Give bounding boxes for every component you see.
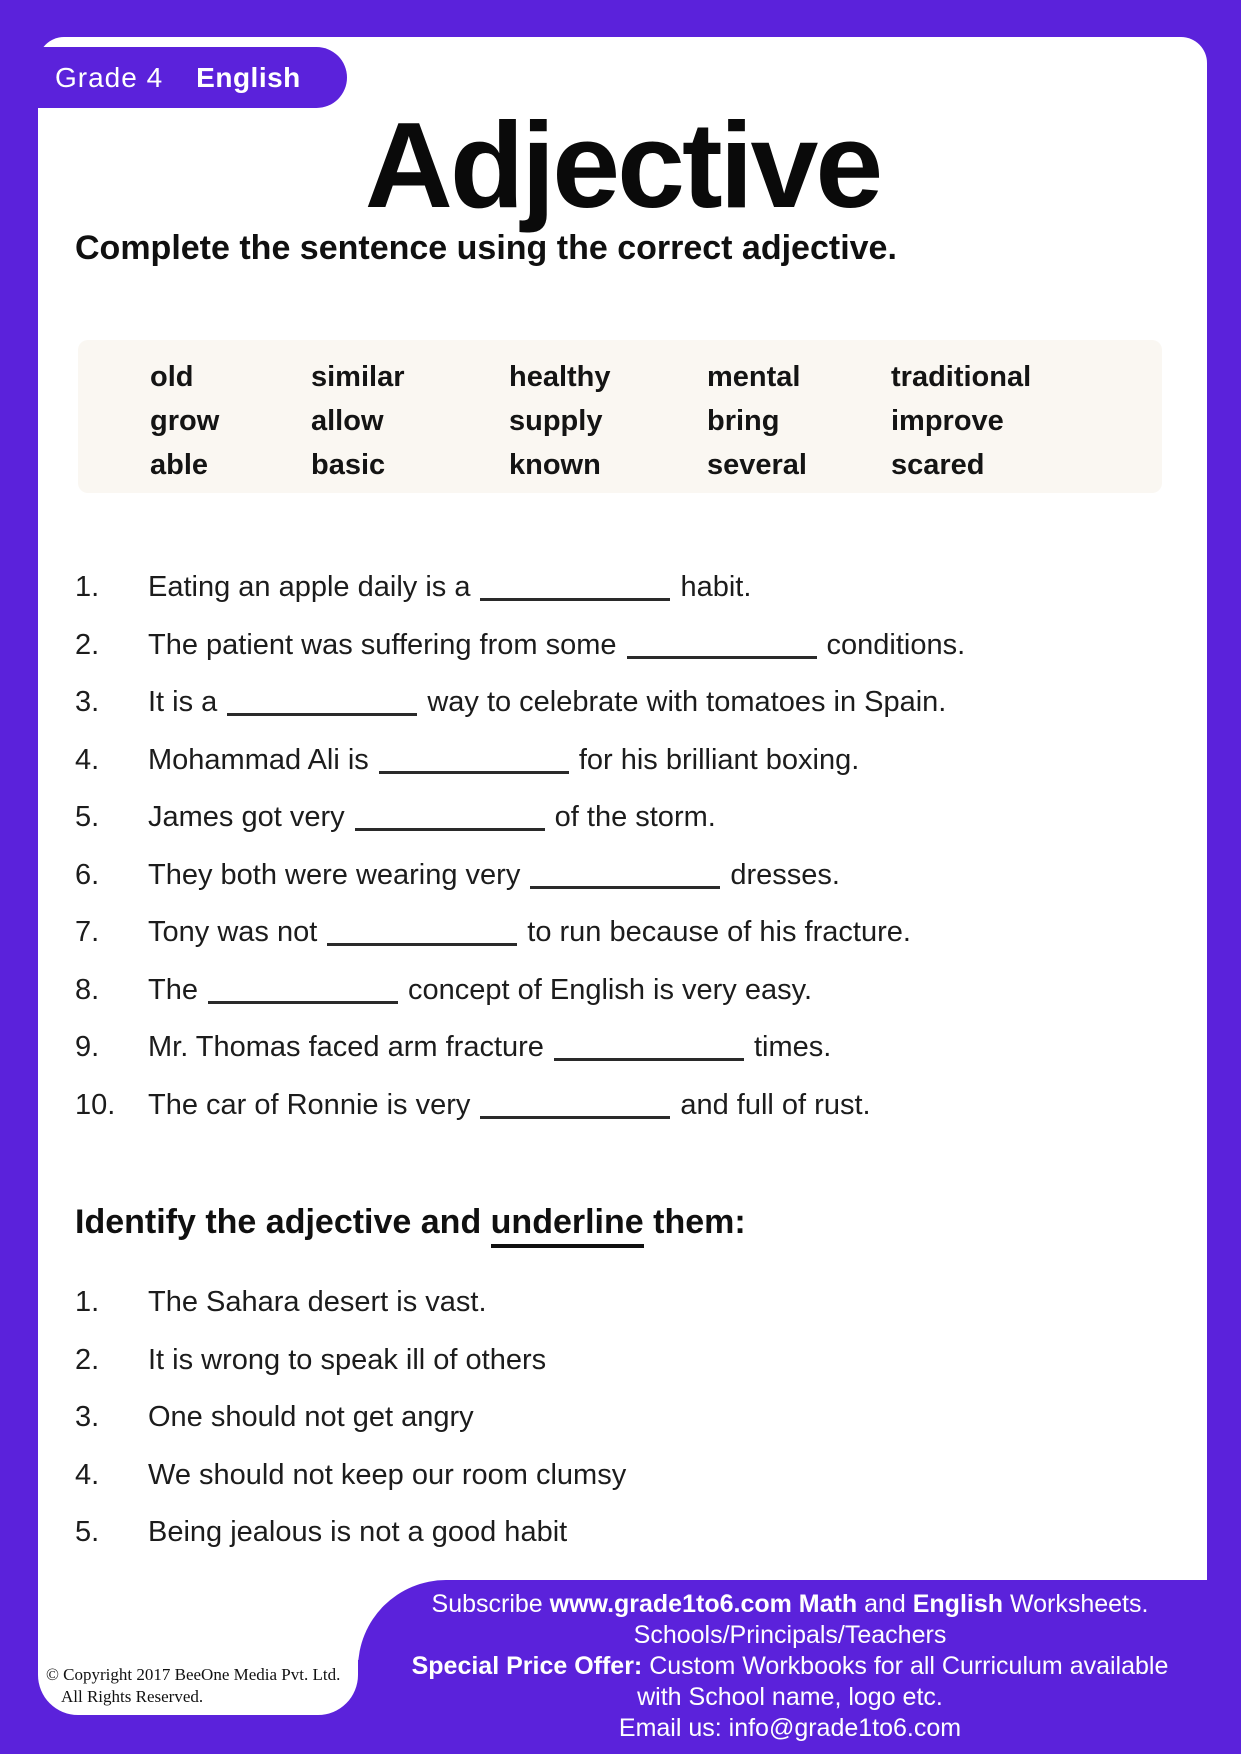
sentence-item (75, 1090, 1170, 1120)
sentence-item (75, 917, 1170, 947)
word-bank-word: similar (311, 360, 405, 393)
word-bank-word: basic (311, 448, 386, 481)
word-bank-word: old (150, 360, 194, 393)
word-bank-word: able (150, 448, 209, 481)
item-number: 2. (75, 628, 100, 661)
answer-blank[interactable] (208, 992, 398, 1004)
word-bank-word: bring (707, 404, 780, 437)
item-number: 8. (75, 973, 100, 1006)
sentence-item (75, 1460, 1170, 1490)
word-bank-word: mental (707, 360, 801, 393)
sentence-text: It is a way to celebrate with tomatoes in Spain. (148, 686, 947, 718)
copyright-panel (38, 1560, 358, 1715)
word-bank-word: improve (891, 404, 1004, 437)
answer-blank[interactable] (627, 647, 817, 659)
item-number: 5. (75, 1516, 100, 1548)
footer-email-line: Email us: info@grade1to6.com (618, 1714, 962, 1742)
sentence-item (75, 1517, 1170, 1547)
sentence-text: Tony was not to run because of his fracture. (148, 916, 911, 948)
answer-blank[interactable] (480, 589, 670, 601)
identify-sentence-list (75, 1287, 1170, 1575)
word-bank-word: allow (311, 404, 384, 437)
identify-section-heading: Identify the adjective and underline them: (75, 1205, 746, 1239)
item-number: 5. (75, 801, 100, 833)
word-bank-word: grow (150, 404, 220, 437)
item-number: 1. (75, 1286, 100, 1318)
subject-label: English (196, 61, 301, 93)
footer-custom-line: with School name, logo etc. (637, 1683, 943, 1711)
grade-subject-badge (0, 47, 347, 108)
sentence-text: The car of Ronnie is very and full of rust. (148, 1088, 871, 1121)
sentence-item (75, 1345, 1170, 1375)
item-number: 1. (75, 571, 100, 603)
word-bank-word: supply (509, 404, 603, 437)
copyright-line1: © Copyright 2017 BeeOne Media Pvt. Ltd. (46, 1665, 341, 1684)
sentence-item (75, 1287, 1170, 1317)
word-bank-word: traditional (891, 360, 1032, 393)
sentence-text: Mr. Thomas faced arm fracture times. (148, 1031, 832, 1063)
answer-blank[interactable] (480, 1107, 670, 1119)
item-number: 4. (75, 743, 100, 776)
sentence-text: Eating an apple daily is a habit. (148, 571, 752, 603)
sentence-text: We should not keep our room clumsy (148, 1458, 627, 1491)
footer-audience-line: Schools/Principals/Teachers (633, 1621, 947, 1649)
answer-blank[interactable] (530, 877, 720, 889)
sentence-text: It is wrong to speak ill of others (148, 1343, 547, 1376)
grade-label: Grade 4 (55, 61, 164, 93)
item-number: 6. (75, 858, 100, 891)
underlined-word: underline (491, 1203, 644, 1248)
sentence-text: The patient was suffering from some conditions. (148, 628, 966, 661)
sentence-text: The Sahara desert is vast. (148, 1286, 487, 1318)
sentence-text: Mohammad Ali is for his brilliant boxing. (148, 743, 860, 776)
word-bank-word: several (707, 448, 807, 481)
item-number: 3. (75, 1401, 100, 1433)
sentence-item (75, 860, 1170, 890)
sentence-text: Being jealous is not a good habit (148, 1516, 568, 1548)
item-number: 10. (75, 1088, 116, 1121)
footer-banner (358, 1580, 1241, 1754)
sentence-item (75, 975, 1170, 1005)
answer-blank[interactable] (554, 1049, 744, 1061)
footer-offer-line: Special Price Offer: Custom Workbooks for all Curriculum available (411, 1652, 1169, 1680)
fill-sentence-list (75, 572, 1170, 1147)
item-number: 2. (75, 1343, 100, 1376)
answer-blank[interactable] (355, 819, 545, 831)
footer-subscribe-line: Subscribe www.grade1to6.com Math and English Worksheets. (431, 1590, 1149, 1618)
word-bank (78, 340, 1162, 493)
item-number: 7. (75, 916, 100, 948)
sentence-text: The concept of English is very easy. (148, 973, 813, 1006)
sentence-item (75, 1402, 1170, 1432)
sentence-item (75, 745, 1170, 775)
word-bank-word: scared (891, 448, 985, 481)
fill-section-heading: Complete the sentence using the correct adjective. (75, 229, 897, 267)
word-bank-word: known (509, 448, 601, 481)
sentence-text: One should not get angry (148, 1401, 474, 1433)
sentence-item (75, 802, 1170, 832)
word-bank-word: healthy (509, 360, 611, 393)
copyright-line2: All Rights Reserved. (61, 1687, 204, 1706)
sentence-item (75, 687, 1170, 717)
answer-blank[interactable] (379, 762, 569, 774)
worksheet-title: Adjective (364, 97, 881, 233)
sentence-item (75, 1032, 1170, 1062)
footer-text (380, 1589, 1200, 1744)
sentence-text: They both were wearing very dresses. (148, 858, 840, 891)
item-number: 3. (75, 686, 100, 718)
sentence-item (75, 630, 1170, 660)
item-number: 9. (75, 1031, 100, 1063)
answer-blank[interactable] (327, 934, 517, 946)
copyright-notice (46, 1664, 346, 1708)
sentence-item (75, 572, 1170, 602)
answer-blank[interactable] (227, 704, 417, 716)
website-link: www.grade1to6.com Math (549, 1590, 858, 1618)
sentence-text: James got very of the storm. (148, 801, 716, 833)
item-number: 4. (75, 1458, 100, 1491)
